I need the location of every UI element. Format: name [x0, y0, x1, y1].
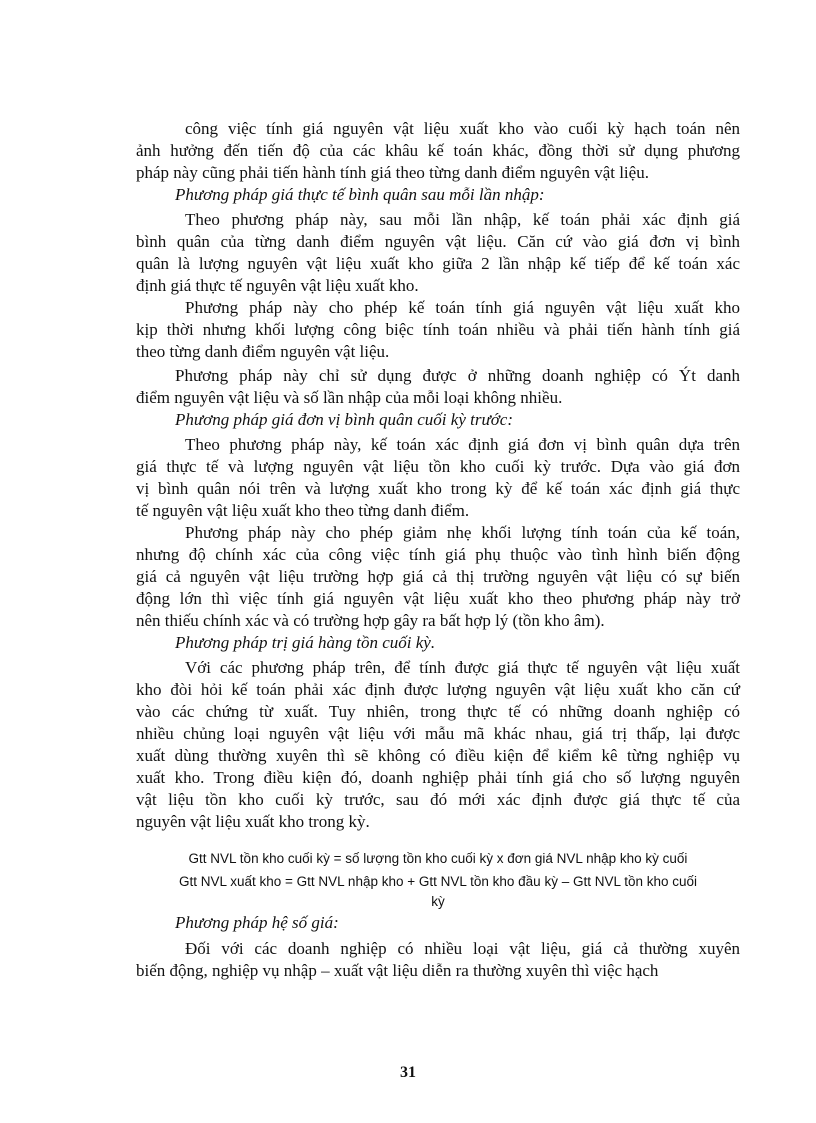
paragraph-line: Theo phương pháp này, sau mỗi lần nhập, kế toán phải xác định giá	[185, 210, 740, 229]
paragraph-line: nên thiếu chính xác và có trường hợp gây ra bất hợp lý (tồn kho âm).	[136, 611, 605, 630]
paragraph-line: điểm nguyên vật liệu và số lần nhập của mỗi loại không nhiều.	[136, 388, 563, 407]
section-heading: Phương pháp hệ số giá:	[175, 913, 339, 932]
paragraph-line: tế nguyên vật liệu xuất kho theo từng danh điểm.	[136, 501, 470, 520]
paragraph-line: theo từng danh điểm nguyên vật liệu.	[136, 342, 390, 361]
paragraph-line: Phương pháp này cho phép giảm nhẹ khối lượng tính toán của kế toán,	[185, 523, 740, 542]
paragraph-line: động lớn thì việc tính giá nguyên vật liệu xuất kho theo phương pháp này trở	[136, 589, 740, 608]
formula-line: Gtt NVL xuất kho = Gtt NVL nhập kho + Gtt NVL tồn kho đầu kỳ – Gtt NVL tồn kho cuối	[178, 874, 698, 889]
paragraph-line: quân là lượng nguyên vật liệu xuất kho giữa 2 lần nhập kế tiếp để kế toán xác	[136, 254, 740, 273]
paragraph-line: công việc tính giá nguyên vật liệu xuất kho vào cuối kỳ hạch toán nên	[185, 119, 740, 138]
paragraph-line: nhiều chủng loại nguyên vật liệu với mẫu mã khác nhau, giá trị thấp, lại được	[136, 724, 740, 743]
paragraph-line: ảnh hưởng đến tiến độ của các khâu kế toán khác, đồng thời sử dụng phương	[136, 141, 740, 160]
paragraph-line: Đối với các doanh nghiệp có nhiều loại vật liệu, giá cả thường xuyên	[185, 939, 740, 958]
paragraph-line: xuất kho. Trong điều kiện đó, doanh nghiệp phải tính giá cho số lượng nguyên	[136, 768, 740, 787]
page-number: 31	[400, 1064, 416, 1081]
paragraph-line: nhưng độ chính xác của công việc tính giá phụ thuộc vào tình hình biến động	[136, 545, 740, 564]
paragraph-line: Phương pháp này chỉ sử dụng được ở những doanh nghiệp có Ýt danh	[175, 366, 740, 385]
paragraph-line: Phương pháp này cho phép kế toán tính giá nguyên vật liệu xuất kho	[185, 298, 740, 317]
paragraph-line: vào các chứng từ xuất. Tuy nhiên, trong thực tế có những doanh nghiệp có	[136, 702, 740, 721]
formula-line: Gtt NVL tồn kho cuối kỳ = số lượng tồn kho cuối kỳ x đơn giá NVL nhập kho kỳ cuối	[188, 851, 688, 866]
paragraph-line: kho đòi hỏi kế toán phải xác định được lượng nguyên vật liệu xuất kho căn cứ	[136, 680, 740, 699]
paragraph-line: nguyên vật liệu xuất kho trong kỳ.	[136, 812, 370, 831]
paragraph-line: xuất dùng thường xuyên thì sẽ không có điều kiện để kiểm kê từng nghiệp vụ	[136, 746, 740, 765]
paragraph-line: vị bình quân nói trên và lượng xuất kho trong kỳ để kế toán xác định giá thực	[136, 479, 740, 498]
paragraph-line: Với các phương pháp trên, để tính được giá thực tế nguyên vật liệu xuất	[185, 658, 740, 677]
paragraph-line: biến động, nghiệp vụ nhập – xuất vật liệu diễn ra thường xuyên thì việc hạch	[136, 961, 659, 980]
section-heading: Phương pháp trị giá hàng tồn cuối kỳ.	[175, 633, 436, 652]
section-heading: Phương pháp giá thực tế bình quân sau mỗi lần nhập:	[175, 185, 545, 204]
paragraph-line: giá thực tế và lượng nguyên vật liệu tồn kho cuối kỳ trước. Dựa vào giá đơn	[136, 457, 740, 476]
paragraph-line: giá cả nguyên vật liệu trường hợp giá cả thị trường nguyên vật liệu có sự biến	[136, 567, 740, 586]
paragraph-line: vật liệu tồn kho cuối kỳ trước, sau đó mới xác định được giá thực tế của	[136, 790, 740, 809]
section-heading: Phương pháp giá đơn vị bình quân cuối kỳ trước:	[175, 410, 514, 429]
paragraph-line: pháp này cũng phải tiến hành tính giá theo từng danh điểm nguyên vật liệu.	[136, 163, 649, 182]
paragraph-line: kịp thời nhưng khối lượng công biệc tính toán nhiều và phải tiến hành tính giá	[136, 320, 740, 339]
formula-line: kỳ	[431, 894, 445, 909]
paragraph-line: Theo phương pháp này, kế toán xác định giá đơn vị bình quân dựa trên	[185, 435, 740, 454]
paragraph-line: bình quân của từng danh điểm nguyên vật liệu. Căn cứ vào giá đơn vị bình	[136, 232, 740, 251]
paragraph-line: định giá thực tế nguyên vật liệu xuất kho.	[136, 276, 419, 295]
